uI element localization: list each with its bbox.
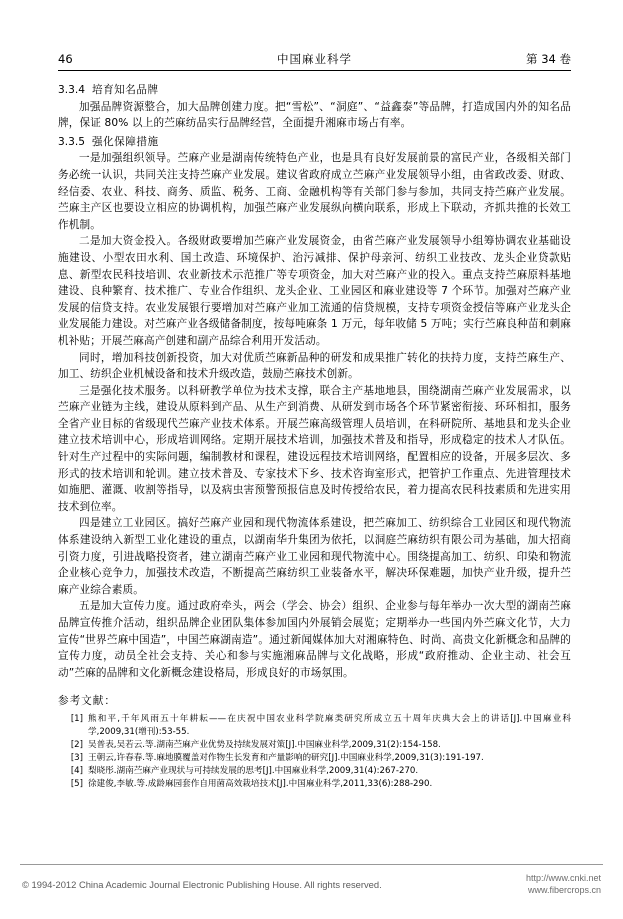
paragraph-335-5: 四是建立工业园区。搞好苎麻产业园和现代物流体系建设，把苎麻加工、纺织综合工业园区和现代物流体系建设纳入新型工业化建设的重点，以湖南华升集团为依托，以洞庭苎麻纺织有限公司为基础，加大招商引资力度，引进战略投资者，建立湖南苎麻产业工业园和现代物流中心。围绕提高加工、纺织、印染和物流企业核心竞争力，加强技术改造，不断提高苎麻纺织工业装备水平，解决环保难题，加快产业升级，提升苎麻产业综合素质。 [58, 517, 571, 596]
header-journal-title: 中国麻业科学 [277, 52, 352, 66]
paragraph-335-6: 五是加大宣传力度。通过政府牵头，两会（学会、协会）组织、企业参与每年举办一次大型的湖南苎麻品牌宣传推介活动，组织品牌企业团队集体参加国内外展销会展览；定期举办一些国内外苎麻文化节，大力宣传“世界苎麻中国造”，中国苎麻湖南造”。通过新闻媒体加大对湘麻特色、时尚、高贵文化新概念和品牌的宣传力度，动员全社会支持、关心和参与实施湘麻品牌与文化战略，形成“政府推动、企业主动、社会互动”苎麻的品牌和文化新概念建设格局，形成良好的市场氛围。 [58, 600, 571, 679]
references-title: 参考文献： [58, 695, 116, 708]
reference-item [58, 752, 571, 765]
reference-number: [2] [70, 739, 83, 750]
reference-item [58, 739, 571, 752]
page-header [58, 48, 571, 70]
reference-text: 熊和平,千年风雨五十年耕耘——在庆祝中国农业科学院麻类研究所成立五十周年庆典大会上的讲话[J].中国麻业科学,2009,31(增刊):53-55. [88, 713, 571, 737]
document-body [58, 80, 571, 791]
paragraph-334-1: 加强品牌资源整合，加大品牌创建力度。把“雪松”、“洞庭”、“益鑫泰”等品牌，打造成国内外的知名品牌，保证 80% 以上的苎麻纺品实行品牌经营，全面提升湘麻市场占有率。 [58, 100, 571, 130]
footer-divider [20, 864, 603, 865]
reference-item [58, 778, 571, 791]
reference-text: 梨晓彤.湖南苎麻产业现状与可持续发展的思考[J].中国麻业科学,2009,31(4):267-270. [88, 765, 419, 776]
reference-number: [3] [70, 752, 83, 763]
fibercrops-url[interactable]: www.fibercrops.cn [527, 885, 601, 895]
reference-number: [4] [70, 765, 83, 776]
paragraph-335-2: 二是加大资金投入。各级财政要增加苎麻产业发展资金，由省苎麻产业发展领导小组筹协调农业基础设施建设、小型农田水利、国土改造、环境保护、治污减排、保护母亲河、纺织工业技改、龙头企业贷款贴息、新型农民科技培训、农业新技术示范推广等专项资金，加大对苎麻产业的投入。重点支持苎麻原料基地建设、良种繁育、技术推广、专业合作组织、龙头企业、工业园区和麻业建设等 7 个环节。加强对苎麻产业发展的信贷支持。农业发展银行要增加对苎麻产业加工流通的信贷规模，支持专项资金授信等麻产业龙头企业发展能力建设。对苎麻产业各级储备制度，按每吨麻条 1 万元，每年收储 5 万吨；实行苎麻良种苗和刺麻机补贴；开展苎麻高产创建和副产品综合利用开发活动。 [58, 235, 571, 347]
page-footer [22, 867, 601, 901]
paragraph-335-3: 同时，增加科技创新投资，加大对优质苎麻新品种的研发和成果推广转化的扶持力度，支持苎麻生产、加工、纺织企业机械设备和技术升级改造，鼓励苎麻技术创新。 [58, 351, 571, 381]
reference-text: 徐建俊,李敏.等.成龄麻园套作自用菌高效栽培技术[J].中国麻业科学,2011,33(6):288-290. [88, 778, 433, 789]
paragraph-335-1: 一是加强组织领导。苎麻产业是湖南传统特色产业，也是具有良好发展前景的富民产业，各级相关部门务必统一认识，共同关注支持苎麻产业发展。建议省政府成立苎麻产业发展领导小组，由省政改委、财政、经信委、农业、科技、商务、质监、税务、工商、金融机构等有关部门参与参加，共同支持苎麻产业发展。苎麻主产区也要设立相应的协调机构，加强苎麻产业发展纵向横向联系，形成上下联动，齐抓共推的长效工作机制。 [58, 152, 571, 231]
header-volume: 第 34 卷 [526, 52, 571, 66]
section-heading-335 [58, 134, 571, 151]
reference-item [58, 713, 571, 738]
reference-number: [1] [70, 713, 83, 724]
paragraph-335-4: 三是强化技术服务。以科研教学单位为技术支撑，联合主产基地地县，围绕湖南苎麻产业发展需求，以苎麻产业链为主线，建设从原料到产品、从生产到消费、从研发到市场各个环节紧密衔接、环环相扣，服务全省产业目标的省级现代苎麻产业技术体系。开展苎麻高级管理人员培训，在科研院所、基地县和龙头企业建立技术培训中心，形成培训网络。定期开展技术培训，加强技术普及和指导，形成稳定的技术人才队伍。针对生产过程中的实际问题，编制教材和课程，建设远程技术培训网络，配置相应的设备，开展多层次、多形式的技术培训和轮训。建立技术普及、专家技术下乡、技术咨询室形式，把管护工作重点、先进管理技术如施肥、灌溉、收割等指导，以及病虫害预警预报信息及时传授给农民，着力提高农民科技素质和先进实用技术到位率。 [58, 384, 571, 513]
footer-links [526, 872, 601, 896]
reference-text: 吴普表,吴若云.等.湖南苎麻产业优势及持续发展对策[J].中国麻业科学,2009,31(2):154-158. [88, 739, 441, 750]
references-list [58, 713, 571, 791]
section-title-334: 培育知名品牌 [92, 84, 159, 96]
reference-item [58, 765, 571, 778]
cnki-url[interactable]: http://www.cnki.net [525, 873, 601, 883]
header-page-number: 46 [58, 52, 73, 66]
copyright-text: © 1994-2012 China Academic Journal Electronic Publishing House. All rights reserved. [22, 878, 382, 890]
section-heading-334 [58, 82, 571, 99]
section-title-335: 强化保障措施 [92, 135, 159, 148]
header-divider [58, 70, 571, 71]
section-number-335: 3.3.5 [58, 135, 85, 148]
reference-text: 王朝云,许春春.等.麻地膜覆盖对作物生长发育和产量影响的研究[J].中国麻业科学,2009,31(3):191-197. [88, 752, 484, 763]
section-number-334: 3.3.4 [58, 84, 85, 96]
reference-number: [5] [70, 778, 83, 789]
